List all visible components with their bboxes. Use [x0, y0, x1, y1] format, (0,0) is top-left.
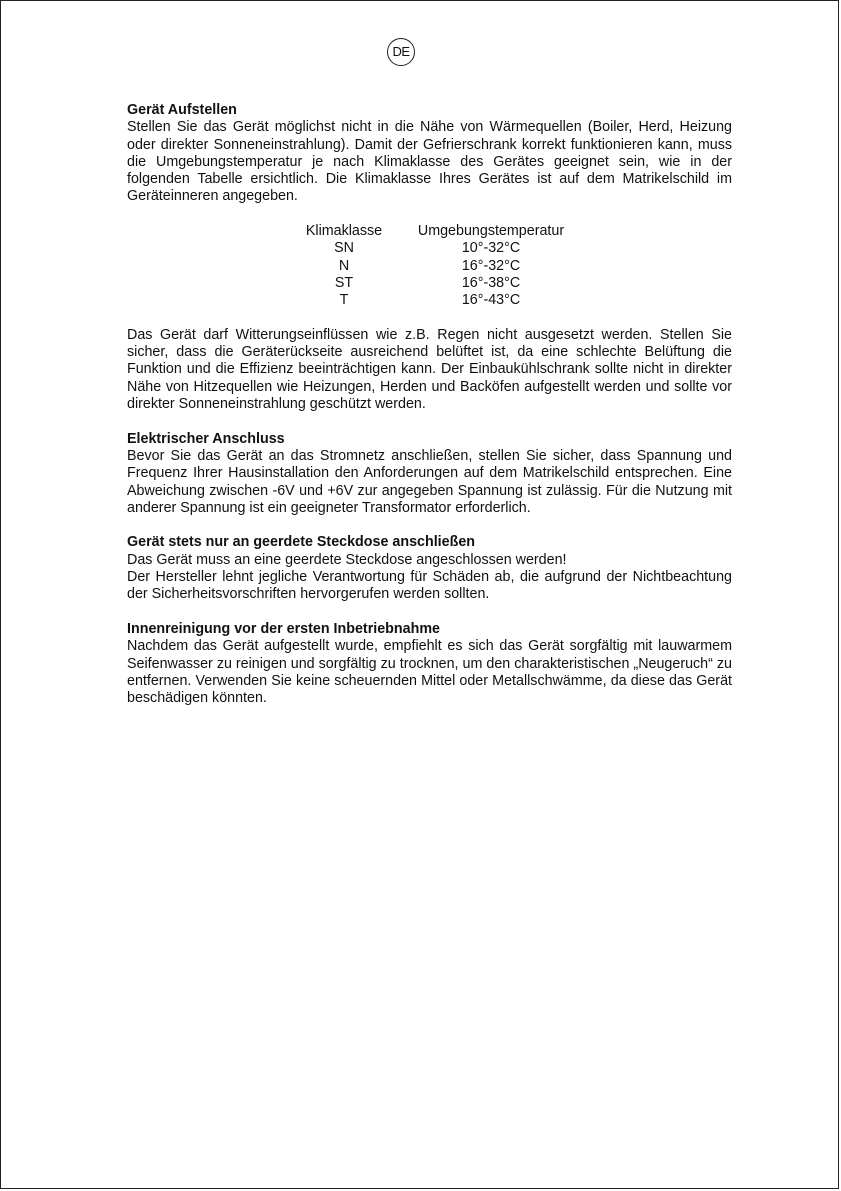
section-title: Gerät stets nur an geerdete Steckdose anschließen	[127, 534, 476, 551]
table-cell-temperature: 16°-43°C	[461, 292, 521, 309]
section-paragraph: Das Gerät muss an eine geerdete Steckdose angeschlossen werden!	[127, 551, 567, 568]
table-cell-class: N	[338, 257, 350, 274]
section-paragraph: Bevor Sie das Gerät an das Stromnetz anschließen, stellen Sie sicher, dass Spannung und Frequenz Ihrer Hausinstallation den Anforderungen auf dem Matrikelschild entsprechen. Eine Abweichung zwischen -6V und +6V zur angegeben Spannung ist zulässig. Für die Nutzung mit anderer Spannung ist ein geeigneter Transformator erforderlich.	[127, 447, 732, 516]
table-row	[288, 292, 576, 309]
section-weather	[127, 327, 732, 413]
table-header-row	[288, 223, 576, 240]
section-interior-cleaning	[127, 621, 732, 707]
table-cell-class: SN	[334, 240, 354, 257]
table-row	[288, 275, 576, 292]
section-title: Elektrischer Anschluss	[127, 430, 285, 447]
section-title: Innenreinigung vor der ersten Inbetriebnahme	[127, 620, 440, 637]
section-paragraph: Das Gerät darf Witterungseinflüssen wie z.B. Regen nicht ausgesetzt werden. Stellen Sie sicher, dass die Geräterückseite ausreichend belüftet ist, da eine schlechte Belüftung die Funktion und die Effizienz beeinträchtigen kann. Der Einbaukühlschrank sollte nicht in direkter Nähe von Hitzequellen wie Heizungen, Herden und Backöfen aufgestellt werden und sollte vor direkter Sonneneinstrahlung geschützt werden.	[127, 326, 732, 413]
table-cell-class: ST	[334, 274, 354, 291]
section-title: Gerät Aufstellen	[127, 102, 237, 118]
table-cell-temperature: 16°-32°C	[461, 257, 521, 274]
section-paragraph: Der Hersteller lehnt jegliche Verantwortung für Schäden ab, die aufgrund der Nichtbeachtung der Sicherheitsvorschriften hervorgerufen werden sollten.	[127, 569, 732, 603]
section-placement	[127, 102, 732, 206]
section-electrical-connection	[127, 431, 732, 517]
section-paragraph: Stellen Sie das Gerät möglichst nicht in die Nähe von Wärmequellen (Boiler, Herd, Heizung oder direkter Sonneneinstrahlung). Damit der Gefrierschrank korrekt funktionieren kann, muss die Umgebungstemperatur je nach Klimaklasse des Gerätes geeignet sein, wie in der folgenden Tabelle ersichtlich. Die Klimaklasse Ihres Gerätes ist auf dem Matrikelschild im Geräteinneren angegeben.	[127, 119, 732, 205]
language-badge: DE	[387, 38, 415, 66]
table-cell-temperature: 16°-38°C	[461, 274, 521, 291]
section-paragraph: Nachdem das Gerät aufgestellt wurde, empfiehlt es sich das Gerät sorgfältig mit lauwarmem Seifenwasser zu reinigen und sorgfältig zu trocknen, um den charakteristischen „Neugeruch“ zu entfernen. Verwenden Sie keine scheuernden Mittel oder Metallschwämme, da diese das Gerät beschädigen könnten.	[127, 638, 732, 707]
table-cell-temperature: 10°-32°C	[461, 240, 521, 257]
section-grounded-socket	[127, 534, 732, 603]
table-cell-class: T	[339, 292, 349, 309]
table-header-ambient-temperature: Umgebungstemperatur	[417, 223, 565, 240]
table-row	[288, 258, 576, 275]
table-header-climate-class: Klimaklasse	[305, 223, 383, 240]
document-body	[127, 102, 732, 707]
climate-class-table	[288, 223, 576, 309]
table-row	[288, 240, 576, 257]
